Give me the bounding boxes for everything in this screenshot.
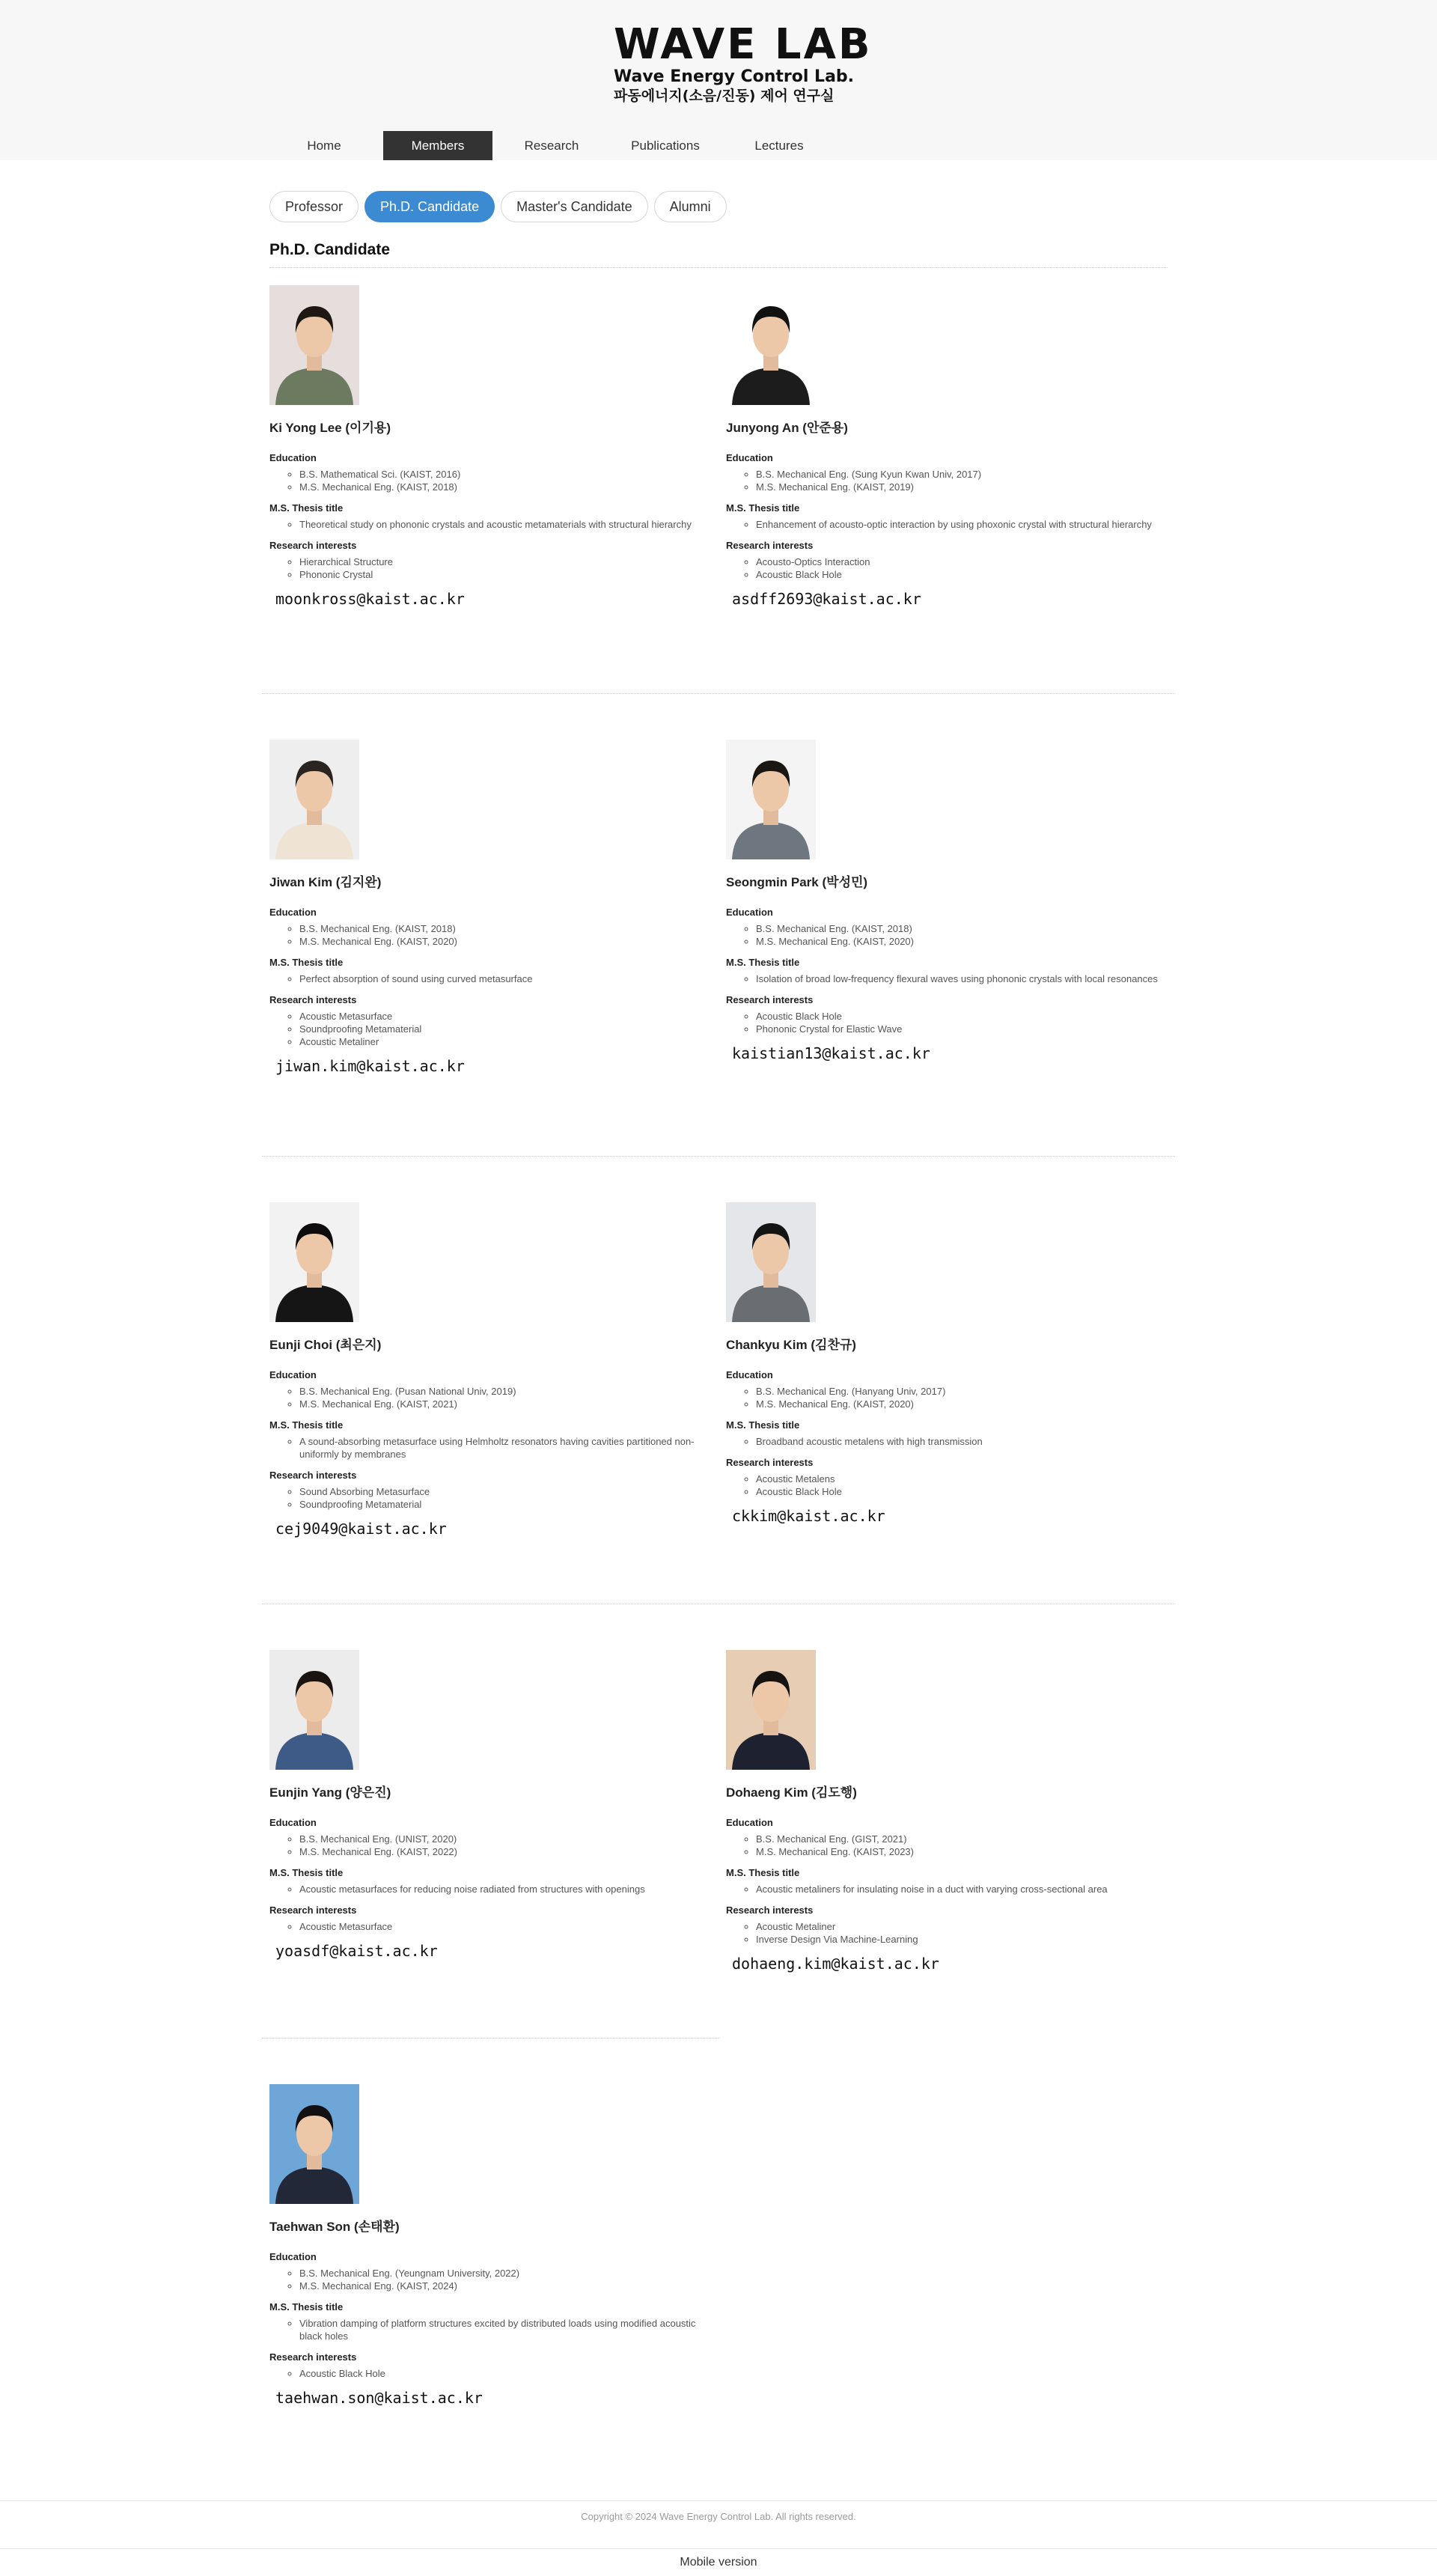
member-email: kaistian13@kaist.ac.kr — [732, 1044, 930, 1062]
member-email: ckkim@kaist.ac.kr — [732, 1507, 885, 1525]
list-item: ◦ M.S. Mechanical Eng. (KAIST, 2023) — [756, 1845, 1160, 1858]
education-list — [726, 1833, 1160, 1858]
logo-korean-name: 파동에너지(소음/진동) 제어 연구실 — [614, 88, 835, 104]
interests-label: Research interests — [726, 1457, 814, 1468]
section-title: Ph.D. Candidate — [269, 241, 391, 258]
nav-research[interactable]: Research — [524, 138, 579, 153]
member-card — [269, 740, 704, 1075]
thesis-label: M.S. Thesis title — [269, 957, 344, 968]
member-card — [269, 1650, 704, 1960]
thesis-list — [269, 1435, 704, 1461]
list-item: ◦ Vibration damping of platform structures excited by distributed loads using modified acoustic black holes — [299, 2317, 704, 2342]
main-nav — [269, 131, 838, 161]
education-label: Education — [269, 1369, 317, 1380]
list-item: ◦ Theoretical study on phononic crystals and acoustic metamaterials with structural hierarchy — [299, 518, 704, 531]
member-email: moonkross@kaist.ac.kr — [275, 590, 465, 608]
education-list — [269, 2267, 704, 2292]
list-item: ◦ Phononic Crystal for Elastic Wave — [756, 1023, 1160, 1035]
thesis-list — [726, 1883, 1160, 1896]
interests-list — [269, 1010, 704, 1048]
thesis-list — [269, 2317, 704, 2342]
thesis-list — [726, 518, 1160, 531]
member-photo — [269, 1202, 359, 1322]
portrait-image — [269, 740, 359, 859]
member-email: taehwan.son@kaist.ac.kr — [275, 2389, 483, 2407]
list-item: ◦ Acoustic Metaliner — [756, 1920, 1160, 1933]
interests-list — [269, 1920, 704, 1933]
interests-label: Research interests — [269, 2351, 357, 2363]
member-email: jiwan.kim@kaist.ac.kr — [275, 1057, 465, 1075]
list-item: ◦ A sound-absorbing metasurface using Helmholtz resonators having cavities partitioned non-uniformly by membranes — [299, 1435, 704, 1461]
member-name: Eunji Choi (최은지) — [269, 1338, 382, 1352]
member-card — [269, 2084, 704, 2407]
member-category-tabs — [269, 191, 733, 222]
member-name: Junyong An (안준용) — [726, 421, 848, 435]
thesis-label: M.S. Thesis title — [726, 1419, 800, 1431]
member-name: Seongmin Park (박성민) — [726, 875, 868, 889]
thesis-label: M.S. Thesis title — [726, 1867, 800, 1878]
list-item: ◦ M.S. Mechanical Eng. (KAIST, 2024) — [299, 2280, 704, 2292]
member-email: asdff2693@kaist.ac.kr — [732, 590, 921, 608]
thesis-label: M.S. Thesis title — [269, 1419, 344, 1431]
nav-publications[interactable]: Publications — [631, 138, 700, 153]
interests-list — [726, 1010, 1160, 1035]
education-list — [726, 1385, 1160, 1410]
list-item: ◦ Soundproofing Metamaterial — [299, 1023, 704, 1035]
education-label: Education — [726, 452, 773, 463]
list-item: ◦ M.S. Mechanical Eng. (KAIST, 2020) — [299, 935, 704, 948]
member-card — [726, 1650, 1160, 1973]
education-label: Education — [726, 1817, 773, 1828]
member-card — [269, 285, 704, 608]
portrait-image — [726, 285, 816, 405]
tab-masters-candidate[interactable]: Master's Candidate — [501, 191, 648, 222]
thesis-label: M.S. Thesis title — [269, 502, 344, 514]
row-divider — [262, 693, 1175, 694]
tab-professor[interactable]: Professor — [269, 191, 359, 222]
thesis-label: M.S. Thesis title — [269, 1867, 344, 1878]
list-item: ◦ Inverse Design Via Machine-Learning — [756, 1933, 1160, 1946]
member-name: Chankyu Kim (김찬규) — [726, 1338, 856, 1352]
thesis-list — [269, 972, 704, 985]
list-item: ◦ Acoustic Metalens — [756, 1473, 1160, 1485]
interests-label: Research interests — [269, 1470, 357, 1481]
member-email: yoasdf@kaist.ac.kr — [275, 1942, 438, 1960]
education-label: Education — [726, 1369, 773, 1380]
list-item: ◦ M.S. Mechanical Eng. (KAIST, 2022) — [299, 1845, 704, 1858]
member-photo — [726, 1202, 816, 1322]
thesis-label: M.S. Thesis title — [269, 2301, 344, 2312]
list-item: ◦ Perfect absorption of sound using curved metasurface — [299, 972, 704, 985]
list-item: ◦ Acoustic metasurfaces for reducing noise radiated from structures with openings — [299, 1883, 704, 1896]
thesis-list — [726, 1435, 1160, 1448]
lab-logo[interactable] — [614, 20, 873, 105]
interests-label: Research interests — [269, 994, 357, 1005]
interests-label: Research interests — [269, 540, 357, 551]
member-card — [726, 285, 1160, 608]
interests-list — [269, 555, 704, 581]
nav-members[interactable]: Members — [383, 131, 492, 160]
education-label: Education — [269, 2251, 317, 2262]
list-item: ◦ M.S. Mechanical Eng. (KAIST, 2020) — [756, 1398, 1160, 1410]
list-item: ◦ B.S. Mechanical Eng. (Sung Kyun Kwan Univ, 2017) — [756, 468, 1160, 481]
member-card — [269, 1202, 704, 1538]
education-list — [269, 1833, 704, 1858]
list-item: ◦ Acousto-Optics Interaction — [756, 555, 1160, 568]
member-card — [726, 740, 1160, 1062]
education-list — [726, 922, 1160, 948]
member-name: Ki Yong Lee (이기용) — [269, 421, 391, 435]
member-name: Eunjin Yang (양은진) — [269, 1785, 391, 1800]
interests-label: Research interests — [269, 1904, 357, 1916]
member-photo — [269, 285, 359, 405]
list-item: ◦ Phononic Crystal — [299, 568, 704, 581]
interests-list — [269, 1485, 704, 1511]
member-photo — [269, 1650, 359, 1770]
list-item: ◦ Acoustic Metasurface — [299, 1920, 704, 1933]
copyright-text: Copyright © 2024 Wave Energy Control Lab. All rights reserved. — [581, 2511, 856, 2522]
thesis-list — [726, 972, 1160, 985]
education-label: Education — [269, 452, 317, 463]
portrait-image — [269, 1650, 359, 1770]
list-item: ◦ B.S. Mechanical Eng. (Hanyang Univ, 2017) — [756, 1385, 1160, 1398]
interests-list — [726, 1920, 1160, 1946]
list-item: ◦ Acoustic Black Hole — [299, 2367, 704, 2380]
list-item: ◦ Sound Absorbing Metasurface — [299, 1485, 704, 1498]
list-item: ◦ M.S. Mechanical Eng. (KAIST, 2020) — [756, 935, 1160, 948]
list-item: ◦ B.S. Mathematical Sci. (KAIST, 2016) — [299, 468, 704, 481]
list-item: ◦ Acoustic Metasurface — [299, 1010, 704, 1023]
interests-label: Research interests — [726, 540, 814, 551]
portrait-image — [726, 1650, 816, 1770]
list-item: ◦ B.S. Mechanical Eng. (KAIST, 2018) — [299, 922, 704, 935]
thesis-label: M.S. Thesis title — [726, 502, 800, 514]
thesis-list — [269, 1883, 704, 1896]
interests-label: Research interests — [726, 1904, 814, 1916]
education-label: Education — [269, 1817, 317, 1828]
portrait-image — [269, 285, 359, 405]
education-list — [269, 468, 704, 493]
thesis-label: M.S. Thesis title — [726, 957, 800, 968]
tab-phd-candidate[interactable]: Ph.D. Candidate — [364, 191, 495, 222]
row-divider — [262, 1156, 1175, 1157]
list-item: ◦ B.S. Mechanical Eng. (GIST, 2021) — [756, 1833, 1160, 1845]
education-label: Education — [269, 907, 317, 918]
member-photo — [726, 740, 816, 859]
list-item: ◦ B.S. Mechanical Eng. (UNIST, 2020) — [299, 1833, 704, 1845]
member-name: Taehwan Son (손태환) — [269, 2220, 400, 2234]
list-item: ◦ Acoustic Black Hole — [756, 1485, 1160, 1498]
interests-list — [269, 2367, 704, 2380]
member-email: dohaeng.kim@kaist.ac.kr — [732, 1955, 939, 1973]
list-item: ◦ Acoustic Metaliner — [299, 1035, 704, 1048]
interests-list — [726, 555, 1160, 581]
portrait-image — [726, 1202, 816, 1322]
list-item: ◦ Isolation of broad low-frequency flexural waves using phononic crystals with local resonances — [756, 972, 1160, 985]
logo-title: WAVE LAB — [614, 20, 873, 69]
nav-lectures[interactable]: Lectures — [754, 138, 804, 153]
title-divider — [269, 267, 1168, 268]
mobile-version-link[interactable]: Mobile version — [0, 2548, 1437, 2576]
list-item: ◦ M.S. Mechanical Eng. (KAIST, 2021) — [299, 1398, 704, 1410]
list-item: ◦ Soundproofing Metamaterial — [299, 1498, 704, 1511]
list-item: ◦ Acoustic Black Hole — [756, 568, 1160, 581]
list-item: ◦ B.S. Mechanical Eng. (Yeungnam University, 2022) — [299, 2267, 704, 2280]
member-card — [726, 1202, 1160, 1525]
list-item: ◦ M.S. Mechanical Eng. (KAIST, 2019) — [756, 481, 1160, 493]
list-item: ◦ Acoustic metaliners for insulating noise in a duct with varying cross-sectional area — [756, 1883, 1160, 1896]
education-list — [269, 922, 704, 948]
logo-subtitle: Wave Energy Control Lab. — [614, 67, 855, 86]
footer-divider — [0, 2500, 1437, 2501]
member-email: cej9049@kaist.ac.kr — [275, 1520, 447, 1538]
interests-label: Research interests — [726, 994, 814, 1005]
list-item: ◦ Hierarchical Structure — [299, 555, 704, 568]
member-photo — [269, 740, 359, 859]
member-photo — [726, 285, 816, 405]
thesis-list — [269, 518, 704, 531]
member-name: Jiwan Kim (김지완) — [269, 875, 382, 889]
member-photo — [726, 1650, 816, 1770]
list-item: ◦ Acoustic Black Hole — [756, 1010, 1160, 1023]
tab-alumni[interactable]: Alumni — [654, 191, 727, 222]
list-item: ◦ B.S. Mechanical Eng. (Pusan National Univ, 2019) — [299, 1385, 704, 1398]
portrait-image — [269, 2084, 359, 2204]
nav-home[interactable]: Home — [307, 138, 341, 153]
portrait-image — [726, 740, 816, 859]
list-item: ◦ M.S. Mechanical Eng. (KAIST, 2018) — [299, 481, 704, 493]
interests-list — [726, 1473, 1160, 1498]
list-item: ◦ Broadband acoustic metalens with high transmission — [756, 1435, 1160, 1448]
member-photo — [269, 2084, 359, 2204]
list-item: ◦ B.S. Mechanical Eng. (KAIST, 2018) — [756, 922, 1160, 935]
education-list — [726, 468, 1160, 493]
education-list — [269, 1385, 704, 1410]
member-name: Dohaeng Kim (김도행) — [726, 1785, 857, 1800]
site-header — [0, 0, 1437, 160]
list-item: ◦ Enhancement of acousto-optic interaction by using phoxonic crystal with structural hierarchy — [756, 518, 1160, 531]
education-label: Education — [726, 907, 773, 918]
portrait-image — [269, 1202, 359, 1322]
